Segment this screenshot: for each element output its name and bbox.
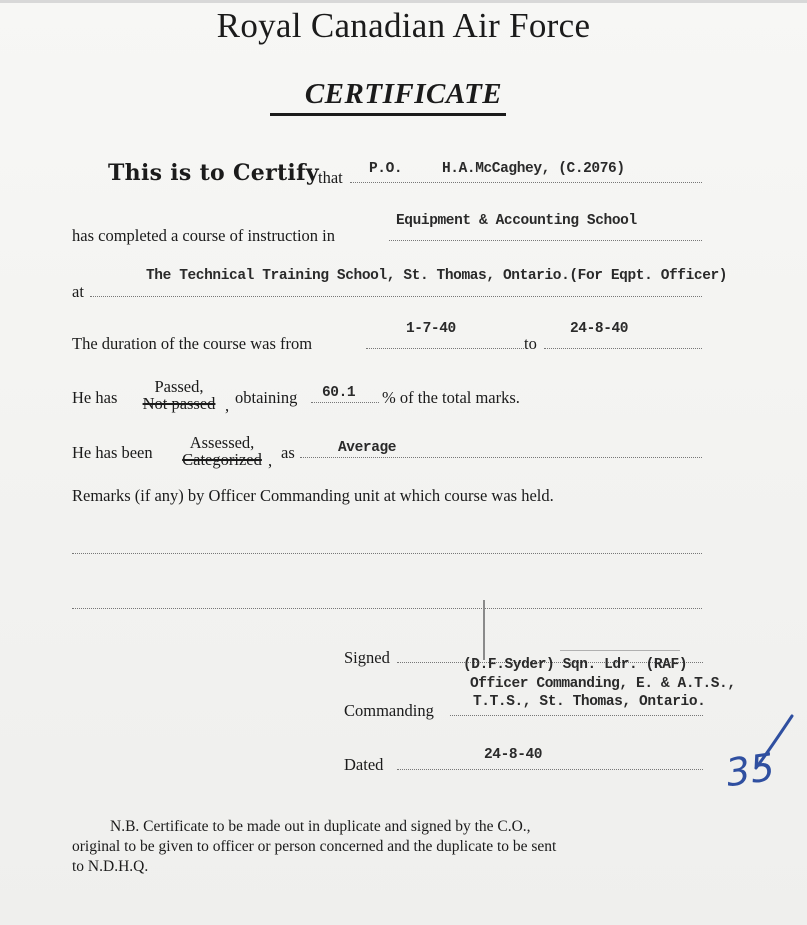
location-label: at <box>72 282 84 301</box>
dated-label: Dated <box>344 755 384 774</box>
duration-to-value: 24-8-40 <box>570 321 629 337</box>
assessment-prefix: He has been <box>72 443 153 462</box>
result-option-passed: Passed, <box>154 377 204 396</box>
footnote-line-3: to N.D.H.Q. <box>72 858 149 875</box>
footnote-line-2: original to be given to officer or person concerned and the duplicate to be sent <box>72 838 557 855</box>
result-options <box>128 378 230 412</box>
remarks-label: Remarks (if any) by Officer Commanding unit at which course was held. <box>72 486 554 505</box>
pencil-mark <box>483 600 485 660</box>
dated-field-line <box>397 769 703 770</box>
assessment-value: Average <box>338 440 397 456</box>
duration-from-line <box>366 348 524 349</box>
commanding-label: Commanding <box>344 701 434 720</box>
assessment-option-assessed: Assessed, <box>189 433 255 452</box>
organization-title: Royal Canadian Air Force <box>216 6 591 45</box>
commanding-value: T.T.S., St. Thomas, Ontario. <box>473 694 706 710</box>
assessment-option-categorized: Categorized <box>182 450 262 469</box>
commanding-field-line <box>450 715 703 716</box>
handwritten-stroke-icon <box>752 712 797 772</box>
assessment-options <box>172 434 272 468</box>
percent-field-line <box>311 402 379 403</box>
location-field-line <box>90 296 702 297</box>
rank-value: P.O. <box>369 161 403 177</box>
dated-value: 24-8-40 <box>484 747 543 763</box>
result-prefix: He has <box>72 388 118 407</box>
signer-line-2: Officer Commanding, E. & A.T.S., <box>470 676 736 692</box>
obtaining-label: obtaining <box>235 388 298 407</box>
assessment-field-line <box>300 457 702 458</box>
signer-line-1: (D.F.Syder) Sqn. Ldr. (RAF) <box>463 657 688 673</box>
certify-lead: This is to Certify <box>108 160 319 186</box>
percent-value: 60.1 <box>322 385 356 401</box>
remarks-line-1 <box>72 553 702 554</box>
signed-label: Signed <box>344 648 390 667</box>
heading-underline <box>270 113 506 116</box>
pencil-mark <box>560 650 680 651</box>
name-value: H.A.McCaghey, (C.2076) <box>442 161 625 177</box>
as-label: as <box>281 443 295 462</box>
course-field-line <box>389 240 702 241</box>
percent-suffix: % of the total marks. <box>382 388 520 407</box>
duration-to-label: to <box>524 334 537 353</box>
that-label: that <box>318 168 343 187</box>
duration-to-line <box>544 348 702 349</box>
result-comma: , <box>225 396 230 415</box>
course-label: has completed a course of instruction in <box>72 226 336 245</box>
footnote-line-1: N.B. Certificate to be made out in duplicate and signed by the C.O., <box>110 818 531 835</box>
location-value: The Technical Training School, St. Thomas, Ontario.(For Eqpt. Officer) <box>146 268 728 284</box>
duration-from-value: 1-7-40 <box>406 321 456 337</box>
course-value: Equipment & Accounting School <box>396 213 637 229</box>
duration-label: The duration of the course was from <box>72 334 313 353</box>
scan-edge <box>0 0 807 3</box>
assessment-comma: , <box>268 451 273 470</box>
name-field-line <box>350 182 702 183</box>
remarks-line-2 <box>72 608 702 609</box>
handwritten-page-number: 35 <box>723 744 778 796</box>
certificate-heading: CERTIFICATE <box>304 78 503 110</box>
result-option-not-passed: Not passed <box>142 394 216 413</box>
